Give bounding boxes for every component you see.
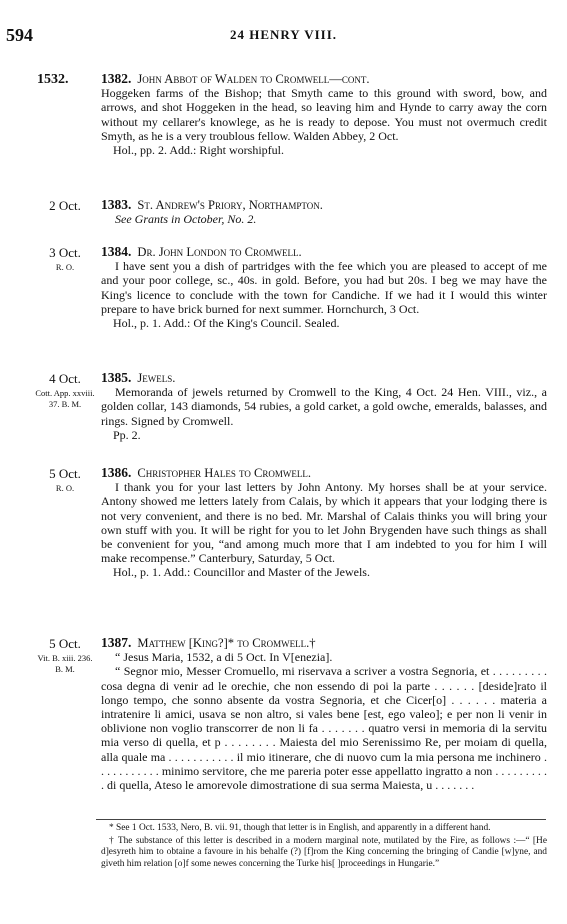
entry-heading <box>101 636 547 650</box>
entry-title: Jewels. <box>137 371 176 385</box>
entry-date: 4 Oct. <box>49 371 81 386</box>
footnote-divider <box>96 819 546 820</box>
entry-text: Memoranda of jewels returned by Cromwell to the King, 4 Oct. 24 Hen. VIII., viz., a golden collar, 143 diamonds, 54 rubies, a gold carket, a gold owche, emeralds, balasses, and rings. Signed by Cromwell. <box>101 385 547 428</box>
running-title: 24 HENRY VIII. <box>229 27 338 42</box>
entry-number: 1383. <box>101 197 132 212</box>
entry-margin <box>34 466 96 494</box>
entry-text: “ Jesus Maria, 1532, a di 5 Oct. In V[enezia]. <box>115 650 333 665</box>
entry-margin <box>34 371 96 410</box>
entry-source: Vit. B. xiii. 236. B. M. <box>37 653 93 674</box>
entry-text: I have sent you a dish of partridges with the fee which you are pleased to accept of me and your poor college, sc., 40s. in gold. Before, you had but 20s. I beg we may have the King's licence to conclude with the town for Candiche. If we had it I would this winter prepare to have brick burned for next summer. Hornchurch, 3 Oct. <box>101 259 547 316</box>
entry-heading <box>101 198 547 212</box>
entry-description: Hol., p. 1. Add.: Councillor and Master of the Jewels. <box>113 565 370 580</box>
entry-body <box>101 72 547 157</box>
entry-number: 1386. <box>101 465 132 480</box>
entry-body <box>101 198 547 226</box>
page-header <box>0 25 567 45</box>
entry-text: See Grants in October, No. 2. <box>115 212 257 227</box>
entry-date: 2 Oct. <box>49 198 81 213</box>
entry-source: Cott. App. xxviii. 37. B. M. <box>35 388 95 409</box>
footnote: * See 1 Oct. 1533, Nero, B. vii. 91, though that letter is in English, and apparently in a different hand. <box>109 823 491 833</box>
entry-heading <box>101 466 547 480</box>
entry-margin <box>34 245 96 273</box>
entry-date: 5 Oct. <box>49 636 81 651</box>
entry-number: 1387. <box>101 635 132 650</box>
entry-date: 5 Oct. <box>49 466 81 481</box>
entry-title: Matthew [King?]* to Cromwell.† <box>137 636 316 650</box>
entry-source: R. O. <box>55 483 75 493</box>
entry-number: 1385. <box>101 370 132 385</box>
entry-heading <box>101 371 547 385</box>
entry-text: I thank you for your last letters by John Antony. My horses shall be at your service. Antony showed me letters lately from Calais, by which it appears that your lodging there is not very convenient, and there is no bed. Mr. Marshal of Calais thinks you will bring your own stuff with you. It will be right for you to let John Brygenden have such things as shall be convenient for you, “and among much more that I am indebted to you for him I will make recompense.” Canterbury, Saturday, 5 Oct. <box>101 480 547 566</box>
entry-text: Hoggeken farms of the Bishop; that Smyth came to this ground with sword, bow, and arrows, and shot Hoggeken in the head, so leaving him and Hynde to carry away the corn without my cellarer's knowlege, as he is ready to depose. You must not overmuch credit Smyth, as he is a very troublous fellow. Walden Abbey, 2 Oct. <box>101 86 547 143</box>
entry-margin <box>34 198 96 214</box>
year-marker: 1532. <box>37 72 69 87</box>
entry-description: Hol., p. 1. Add.: Of the King's Council. Sealed. <box>113 316 340 331</box>
entry-title: John Abbot of Walden to Cromwell—cont. <box>137 72 370 86</box>
entry-source: R. O. <box>55 262 75 272</box>
entry-title: Dr. John London to Cromwell. <box>137 245 302 259</box>
entry-title: Christopher Hales to Cromwell. <box>137 466 312 480</box>
entry-heading <box>101 72 547 86</box>
entry-number: 1384. <box>101 244 132 259</box>
entry-body <box>101 371 547 442</box>
entry-body <box>101 466 547 580</box>
entry-heading <box>101 245 547 259</box>
entry-title: St. Andrew's Priory, Northampton. <box>137 198 323 212</box>
entry-description: Pp. 2. <box>113 427 141 442</box>
footnotes <box>101 823 547 872</box>
footnote: † The substance of this letter is described in a modern marginal note, mutilated by the Fire, as follows :—“ [He d]esyreth him to obtaine a favoure in his behalfe (?) [f]rom the King concerning the bringing of Candie [w]yne, and giveth him relation [o]f some newes concerning the Turke his[ ]proceedings in Hungarie.” <box>101 836 547 869</box>
entry-date: 3 Oct. <box>49 245 81 260</box>
entry-body <box>101 636 547 792</box>
entry-number: 1382. <box>101 71 132 86</box>
entry-body <box>101 245 547 330</box>
entry-text: “ Segnor mio, Messer Cromuello, mi riservava a scriver a vostra Segnoria, et . . . . . . . . . cosa degna di venir ad le orechie, che non essendo di poi la parte . . . . . . [deside]rato il longo tempo, che sonno absente da vostra Segnoria, et che Cicer[o] . . . . . . materia a intratenire li amici, usava se non altro, si vales bene [est, ego valeo]; e per non li venir in oblivione non voglio transcorrer de non li fa . . . . . . . quatro versi in memoria di la servitu mia verso di quella, et p . . . . . . . . Maiesta del mio Serenissimo Re, per moiam di quella, alla quale ma . . . . . . . . . . . il mio itinerare, che di nuovo cum la mia persona me inchinero . . . . . . . . . . . minimo servitore, che me pareria poter esse appellatto ingratto a non . . . . . . . . . . di quella, Ateso le amorevole dimostratione di sua serma Maiesta, u . . . . . . . <box>101 664 547 793</box>
entry-margin <box>34 636 96 675</box>
entry-description: Hol., pp. 2. Add.: Right worshipful. <box>113 143 285 158</box>
page-number: 594 <box>6 25 33 45</box>
